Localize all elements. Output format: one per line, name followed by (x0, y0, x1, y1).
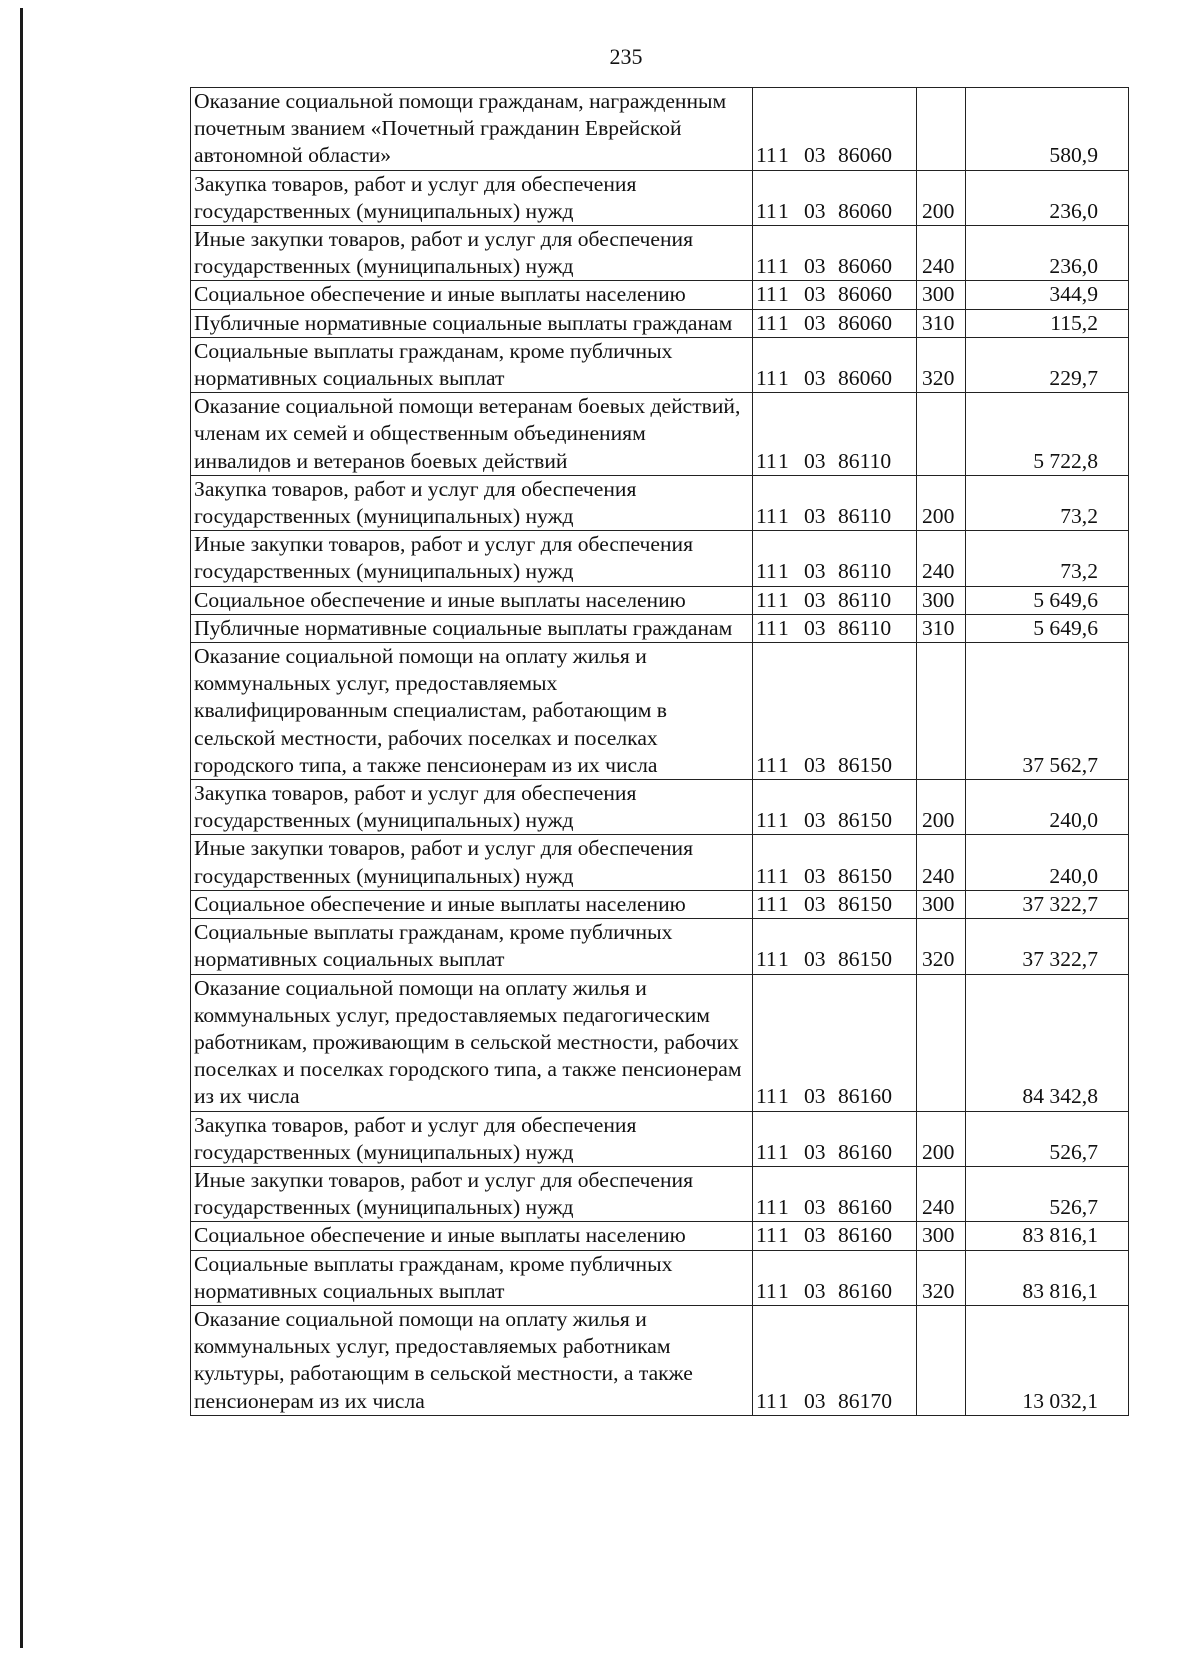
row-name: Иные закупки товаров, работ и услуг для обеспечения государственных (муниципальных) нужд (191, 226, 753, 281)
row-amount: 37 322,7 (966, 890, 1129, 918)
code-segment: 1 (778, 587, 789, 612)
code-segment: 86150 (838, 947, 892, 972)
row-name: Закупка товаров, работ и услуг для обеспечения государственных (муниципальных) нужд (191, 170, 753, 225)
row-target-code (753, 531, 917, 586)
budget-table (190, 87, 1129, 1416)
row-name: Закупка товаров, работ и услуг для обеспечения государственных (муниципальных) нужд (191, 780, 753, 835)
code-segment: 1 (778, 504, 789, 529)
row-target-code (753, 1111, 917, 1166)
code-segment: 86160 (838, 1278, 892, 1303)
code-segment: 03 (804, 1195, 826, 1220)
row-expense-type: 320 (917, 919, 966, 974)
code-segment: 1 (778, 891, 789, 916)
code-segment: 86150 (838, 891, 892, 916)
code-segment: 1 (778, 1084, 789, 1109)
row-amount: 344,9 (966, 281, 1129, 309)
row-name: Социальные выплаты гражданам, кроме публичных нормативных социальных выплат (191, 1250, 753, 1305)
row-name: Оказание социальной помощи на оплату жилья и коммунальных услуг, предоставляемых педагогическим работникам, проживающим в сельской местности, рабочих поселках и поселках городского типа, а также пенсионерам из их числа (191, 974, 753, 1111)
code-segment: 86110 (838, 504, 892, 529)
row-expense-type: 200 (917, 1111, 966, 1166)
row-expense-type (917, 393, 966, 476)
row-amount: 5 649,6 (966, 586, 1129, 614)
row-amount: 580,9 (966, 88, 1129, 171)
code-segment: 03 (804, 752, 826, 777)
code-segment: 1 (778, 615, 789, 640)
code-segment: 11 (756, 863, 777, 888)
code-segment: 11 (756, 254, 777, 279)
code-segment: 03 (804, 143, 826, 168)
row-target-code (753, 170, 917, 225)
table-row (191, 1305, 1129, 1415)
table-row (191, 780, 1129, 835)
table-row (191, 1222, 1129, 1250)
code-segment: 11 (756, 1388, 777, 1413)
code-segment: 03 (804, 1139, 826, 1164)
code-segment: 11 (756, 1139, 777, 1164)
row-expense-type (917, 88, 966, 171)
row-target-code (753, 890, 917, 918)
row-expense-type: 200 (917, 475, 966, 530)
row-target-code (753, 1305, 917, 1415)
row-target-code (753, 281, 917, 309)
code-segment: 03 (804, 947, 826, 972)
table-row (191, 1111, 1129, 1166)
code-segment: 03 (804, 1084, 826, 1109)
code-segment: 1 (778, 198, 789, 223)
code-segment: 1 (778, 143, 789, 168)
row-target-code (753, 88, 917, 171)
row-target-code (753, 226, 917, 281)
row-name: Оказание социальной помощи на оплату жилья и коммунальных услуг, предоставляемых работникам культуры, работающим в сельской местности, а также пенсионерам из их числа (191, 1305, 753, 1415)
row-expense-type: 300 (917, 890, 966, 918)
table-row (191, 88, 1129, 171)
page-number: 235 (609, 44, 643, 69)
row-name: Публичные нормативные социальные выплаты гражданам (191, 309, 753, 337)
table-row (191, 281, 1129, 309)
table-row (191, 1250, 1129, 1305)
code-segment: 1 (778, 752, 789, 777)
table-row (191, 890, 1129, 918)
code-segment: 03 (804, 448, 826, 473)
code-segment: 11 (756, 1084, 777, 1109)
code-segment: 03 (804, 310, 826, 335)
row-amount: 5 722,8 (966, 393, 1129, 476)
table-row (191, 531, 1129, 586)
code-segment: 1 (778, 1139, 789, 1164)
code-segment: 03 (804, 615, 826, 640)
code-segment: 1 (778, 1388, 789, 1413)
row-expense-type: 240 (917, 531, 966, 586)
row-amount: 229,7 (966, 337, 1129, 392)
code-segment: 11 (756, 143, 777, 168)
code-segment: 03 (804, 282, 826, 307)
row-amount: 83 816,1 (966, 1222, 1129, 1250)
code-segment: 03 (804, 504, 826, 529)
row-amount: 73,2 (966, 475, 1129, 530)
code-segment: 86160 (838, 1195, 892, 1220)
row-expense-type: 240 (917, 835, 966, 890)
row-name: Оказание социальной помощи ветеранам боевых действий, членам их семей и общественным объединениям инвалидов и ветеранов боевых действий (191, 393, 753, 476)
row-name: Социальные выплаты гражданам, кроме публичных нормативных социальных выплат (191, 337, 753, 392)
row-amount: 236,0 (966, 226, 1129, 281)
row-amount: 73,2 (966, 531, 1129, 586)
code-segment: 03 (804, 1223, 826, 1248)
code-segment: 03 (804, 1278, 826, 1303)
code-segment: 86060 (838, 198, 892, 223)
row-expense-type (917, 1305, 966, 1415)
row-name: Оказание социальной помощи гражданам, награжденным почетным званием «Почетный гражданин Еврейской автономной области» (191, 88, 753, 171)
row-name: Социальное обеспечение и иные выплаты населению (191, 890, 753, 918)
code-segment: 11 (756, 752, 777, 777)
code-segment: 11 (756, 615, 777, 640)
row-amount: 37 562,7 (966, 643, 1129, 780)
code-segment: 86160 (838, 1223, 892, 1248)
row-target-code (753, 835, 917, 890)
row-name: Публичные нормативные социальные выплаты гражданам (191, 614, 753, 642)
budget-table-body (191, 88, 1129, 1416)
code-segment: 11 (756, 366, 777, 391)
row-expense-type: 300 (917, 1222, 966, 1250)
code-segment: 1 (778, 863, 789, 888)
code-segment: 03 (804, 891, 826, 916)
code-segment: 03 (804, 254, 826, 279)
code-segment: 1 (778, 947, 789, 972)
code-segment: 11 (756, 1195, 777, 1220)
table-row (191, 974, 1129, 1111)
code-segment: 03 (804, 559, 826, 584)
table-row (191, 226, 1129, 281)
row-target-code (753, 586, 917, 614)
row-amount: 526,7 (966, 1111, 1129, 1166)
row-amount: 13 032,1 (966, 1305, 1129, 1415)
row-expense-type: 240 (917, 226, 966, 281)
row-amount: 84 342,8 (966, 974, 1129, 1111)
code-segment: 03 (804, 863, 826, 888)
row-amount: 5 649,6 (966, 614, 1129, 642)
row-target-code (753, 919, 917, 974)
row-name: Закупка товаров, работ и услуг для обеспечения государственных (муниципальных) нужд (191, 1111, 753, 1166)
code-segment: 1 (778, 1278, 789, 1303)
row-amount: 115,2 (966, 309, 1129, 337)
row-expense-type: 300 (917, 281, 966, 309)
code-segment: 1 (778, 282, 789, 307)
code-segment: 1 (778, 808, 789, 833)
code-segment: 11 (756, 559, 777, 584)
row-expense-type: 320 (917, 1250, 966, 1305)
table-row (191, 1166, 1129, 1221)
code-segment: 86060 (838, 254, 892, 279)
row-target-code (753, 1222, 917, 1250)
table-row (191, 170, 1129, 225)
table-row (191, 337, 1129, 392)
code-segment: 11 (756, 310, 777, 335)
code-segment: 11 (756, 198, 777, 223)
row-amount: 240,0 (966, 835, 1129, 890)
row-name: Иные закупки товаров, работ и услуг для обеспечения государственных (муниципальных) нужд (191, 1166, 753, 1221)
code-segment: 11 (756, 947, 777, 972)
code-segment: 11 (756, 282, 777, 307)
code-segment: 1 (778, 1195, 789, 1220)
code-segment: 11 (756, 1223, 777, 1248)
row-target-code (753, 643, 917, 780)
row-target-code (753, 780, 917, 835)
row-target-code (753, 614, 917, 642)
row-name: Оказание социальной помощи на оплату жилья и коммунальных услуг, предоставляемых квалифицированным специалистам, работающим в сельской местности, рабочих поселках и поселках городского типа, а также пенсионерам из их числа (191, 643, 753, 780)
code-segment: 86150 (838, 752, 892, 777)
code-segment: 1 (778, 559, 789, 584)
code-segment: 86160 (838, 1139, 892, 1164)
table-row (191, 393, 1129, 476)
code-segment: 03 (804, 366, 826, 391)
row-expense-type: 310 (917, 309, 966, 337)
code-segment: 11 (756, 1278, 777, 1303)
row-amount: 83 816,1 (966, 1250, 1129, 1305)
table-row (191, 475, 1129, 530)
code-segment: 03 (804, 587, 826, 612)
code-segment: 86060 (838, 366, 892, 391)
code-segment: 86060 (838, 143, 892, 168)
code-segment: 1 (778, 1223, 789, 1248)
table-row (191, 835, 1129, 890)
row-expense-type (917, 643, 966, 780)
code-segment: 86060 (838, 310, 892, 335)
row-amount: 37 322,7 (966, 919, 1129, 974)
table-row (191, 919, 1129, 974)
code-segment: 86110 (838, 448, 892, 473)
code-segment: 11 (756, 504, 777, 529)
code-segment: 86150 (838, 863, 892, 888)
row-name: Социальное обеспечение и иные выплаты населению (191, 281, 753, 309)
code-segment: 86160 (838, 1084, 892, 1109)
code-segment: 11 (756, 808, 777, 833)
row-target-code (753, 974, 917, 1111)
code-segment: 86110 (838, 615, 892, 640)
row-target-code (753, 475, 917, 530)
row-target-code (753, 337, 917, 392)
row-name: Закупка товаров, работ и услуг для обеспечения государственных (муниципальных) нужд (191, 475, 753, 530)
code-segment: 11 (756, 448, 777, 473)
table-row (191, 586, 1129, 614)
table-row (191, 614, 1129, 642)
row-expense-type: 240 (917, 1166, 966, 1221)
row-expense-type: 320 (917, 337, 966, 392)
code-segment: 86110 (838, 587, 892, 612)
row-name: Социальное обеспечение и иные выплаты населению (191, 1222, 753, 1250)
row-name: Социальные выплаты гражданам, кроме публичных нормативных социальных выплат (191, 919, 753, 974)
row-name: Иные закупки товаров, работ и услуг для обеспечения государственных (муниципальных) нужд (191, 531, 753, 586)
row-name: Социальное обеспечение и иные выплаты населению (191, 586, 753, 614)
code-segment: 03 (804, 808, 826, 833)
code-segment: 03 (804, 1388, 826, 1413)
code-segment: 11 (756, 891, 777, 916)
row-target-code (753, 1250, 917, 1305)
code-segment: 1 (778, 310, 789, 335)
row-target-code (753, 1166, 917, 1221)
row-expense-type: 310 (917, 614, 966, 642)
row-target-code (753, 309, 917, 337)
code-segment: 86170 (838, 1388, 892, 1413)
code-segment: 1 (778, 366, 789, 391)
code-segment: 1 (778, 448, 789, 473)
row-amount: 526,7 (966, 1166, 1129, 1221)
code-segment: 86110 (838, 559, 892, 584)
row-amount: 236,0 (966, 170, 1129, 225)
code-segment: 1 (778, 254, 789, 279)
row-expense-type (917, 974, 966, 1111)
table-row (191, 643, 1129, 780)
row-expense-type: 300 (917, 586, 966, 614)
binding-edge-line (20, 8, 23, 1648)
row-expense-type: 200 (917, 780, 966, 835)
code-segment: 86060 (838, 282, 892, 307)
row-expense-type: 200 (917, 170, 966, 225)
row-amount: 240,0 (966, 780, 1129, 835)
row-name: Иные закупки товаров, работ и услуг для обеспечения государственных (муниципальных) нужд (191, 835, 753, 890)
table-row (191, 309, 1129, 337)
code-segment: 03 (804, 198, 826, 223)
code-segment: 86150 (838, 808, 892, 833)
code-segment: 11 (756, 587, 777, 612)
row-target-code (753, 393, 917, 476)
